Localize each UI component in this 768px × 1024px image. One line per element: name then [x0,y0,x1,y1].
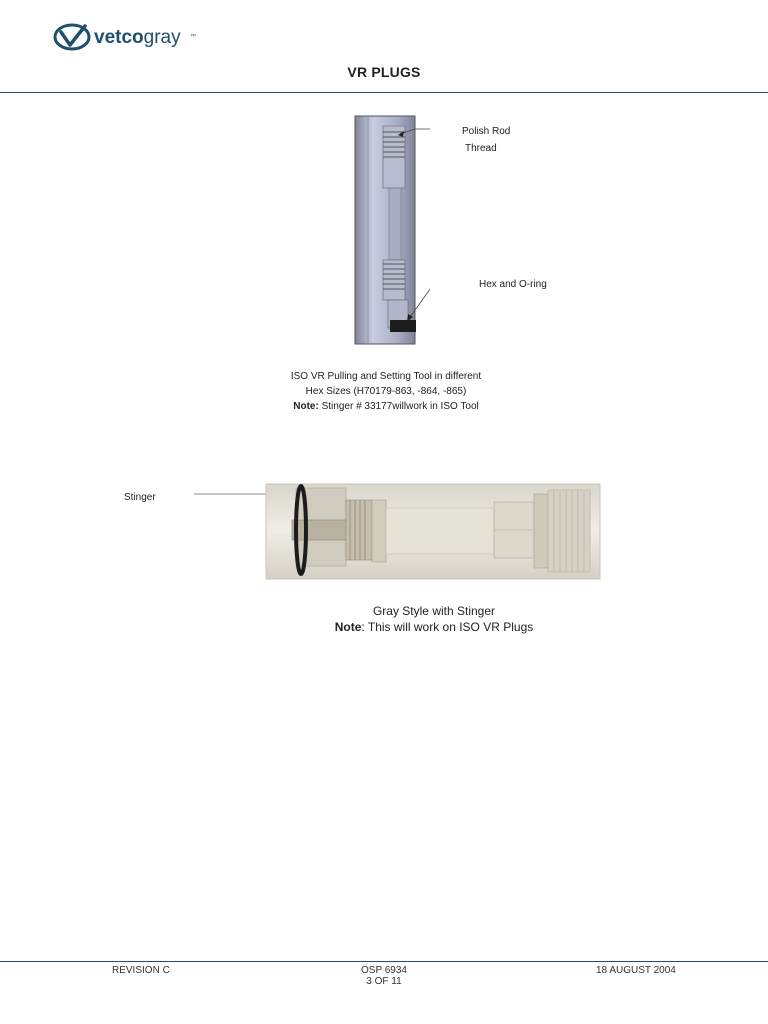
svg-text:™: ™ [190,34,196,40]
note-text: Stinger # 33177willwork in ISO Tool [318,401,479,412]
caption-line: Hex Sizes (H70179-863, -864, -865) [305,386,467,397]
callout-thread: Thread [465,143,497,154]
brand-text: vetcogray [94,27,181,48]
iso-tool-drawing [340,112,430,348]
page-title: VR PLUGS [347,64,421,80]
footer-doc-number [334,965,434,987]
callout-hex-oring: Hex and O-ring [479,279,547,290]
stinger-drawing [190,482,606,582]
iso-tool-caption [0,369,768,414]
caption-note [0,399,768,414]
header-divider [0,92,768,93]
footer-date: 18 AUGUST 2004 [596,965,676,976]
note-text: : This will work on ISO VR Plugs [361,620,534,634]
vetcogray-logo [52,20,202,52]
callout-polish-rod: Polish Rod [462,126,511,137]
footer-divider [0,961,768,962]
page-number: 3 OF 11 [366,976,402,987]
caption-line: ISO VR Pulling and Setting Tool in different [290,371,482,382]
note-label: Note [334,620,362,634]
footer-revision: REVISION C [112,965,170,976]
vetcogray-emblem-icon [55,25,89,49]
doc-number: OSP 6934 [361,965,407,976]
caption-note [0,619,768,635]
stinger-caption [0,603,768,635]
callout-stinger: Stinger [124,492,156,503]
caption-line: Gray Style with Stinger [372,604,496,618]
note-label: Note: [293,401,319,412]
